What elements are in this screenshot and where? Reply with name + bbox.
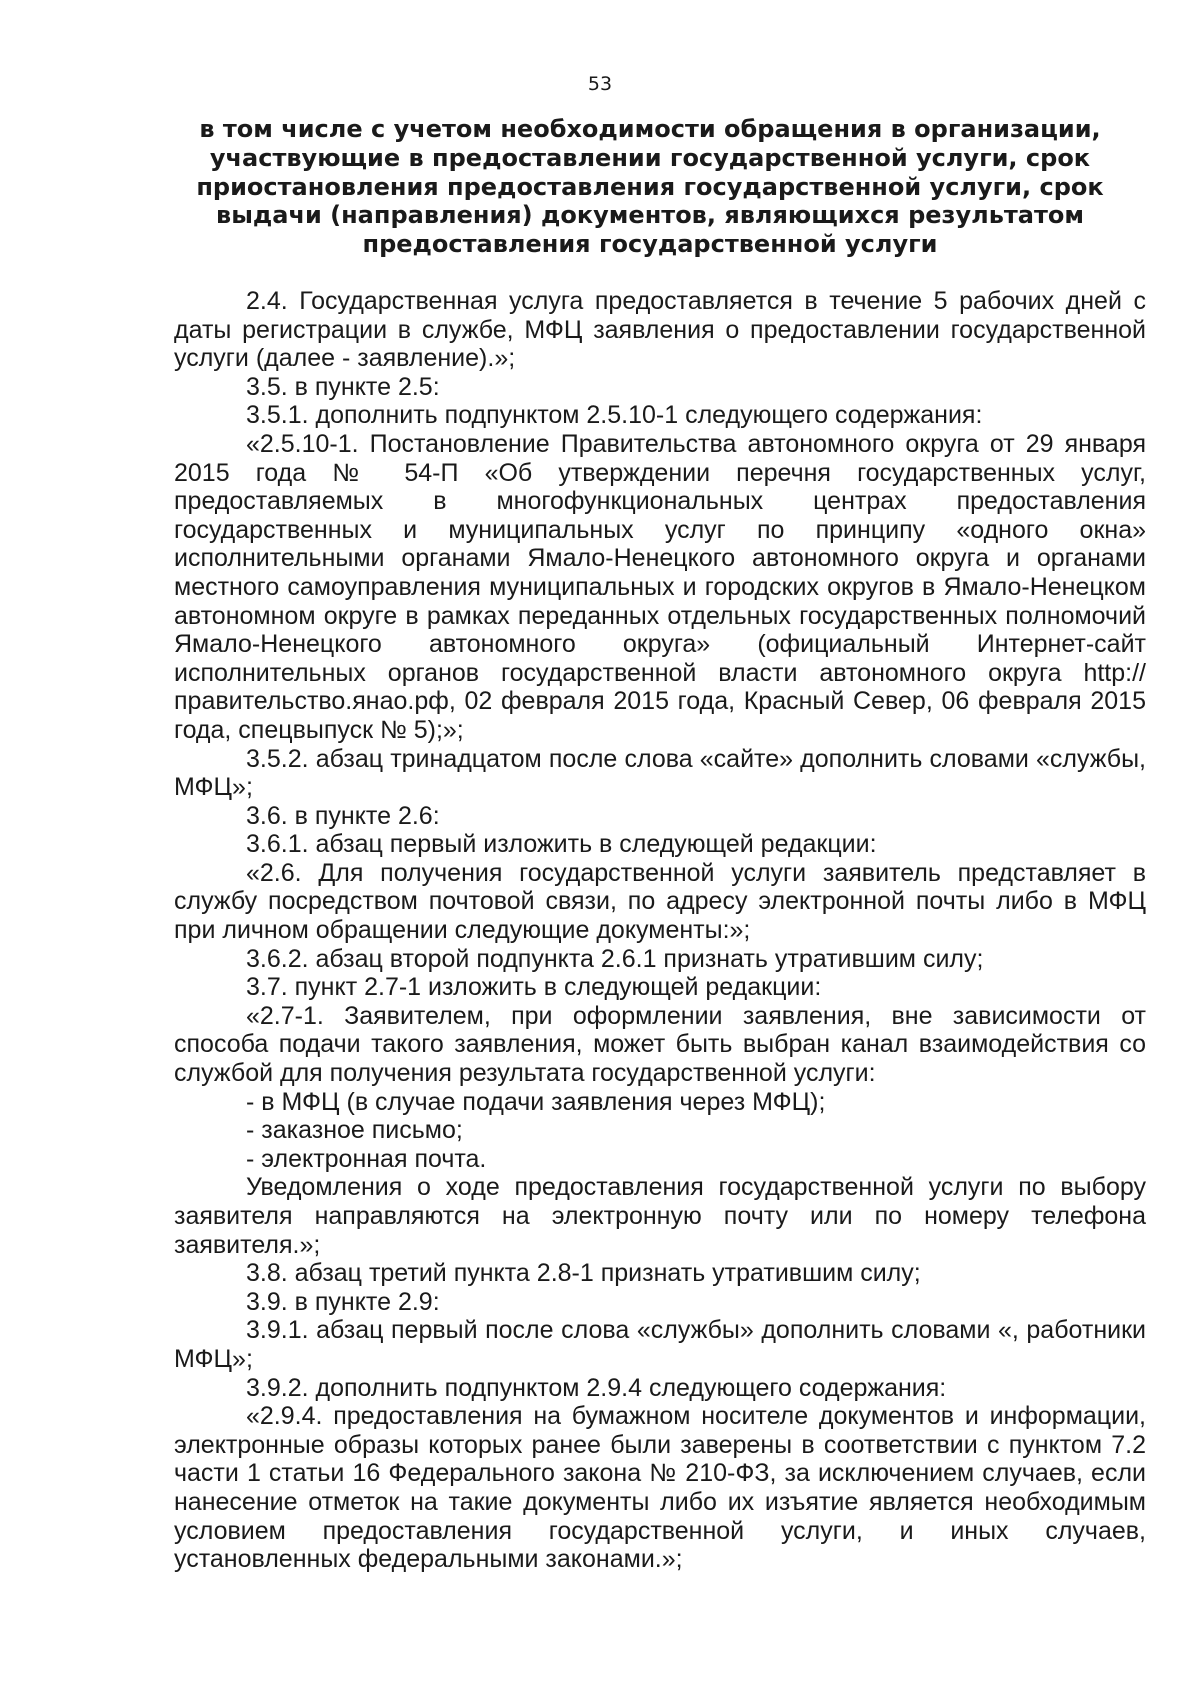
list-item-registered-mail: - заказное письмо; bbox=[246, 1116, 463, 1145]
document-body bbox=[174, 287, 1146, 1574]
list-item-mfc: - в МФЦ (в случае подачи заявления через МФЦ); bbox=[246, 1087, 826, 1116]
paragraph-3-9: 3.9. в пункте 2.9: bbox=[246, 1287, 440, 1316]
paragraph-3-6-1: 3.6.1. абзац первый изложить в следующей редакции: bbox=[246, 830, 877, 859]
paragraph-3-9-2: 3.9.2. дополнить подпунктом 2.9.4 следующего содержания: bbox=[246, 1373, 947, 1402]
list-item-email: - электронная почта. bbox=[246, 1144, 487, 1173]
paragraph-2-9-4: «2.9.4. предоставления на бумажном носителе документов и информации, электронные образы которых ранее были заверены в соответствии с пунктом 7.2 части 1 статьи 16 Федерального закона № 210-ФЗ, за исключением случаев, если нанесение отметок на такие документы либо их изъятие является необходимым условием предоставления государственной услуги, и иных случаев, установленных федеральными законами.»; bbox=[174, 1402, 1146, 1574]
paragraph-3-6-2: 3.6.2. абзац второй подпункта 2.6.1 признать утратившим силу; bbox=[246, 944, 984, 973]
paragraph-3-8: 3.8. абзац третий пункта 2.8-1 признать утратившим силу; bbox=[246, 1259, 921, 1288]
paragraph-2-7-1: «2.7-1. Заявителем, при оформлении заявления, вне зависимости от способа подачи такого заявления, может быть выбран канал взаимодействия со службой для получения результата государственной услуги: bbox=[174, 1001, 1146, 1088]
paragraph-notifications: Уведомления о ходе предоставления государственной услуги по выбору заявителя направляются на электронную почту или по номеру телефона заявителя.»; bbox=[174, 1173, 1146, 1259]
paragraph-3-9-1: 3.9.1. абзац первый после слова «службы» дополнить словами «, работники МФЦ»; bbox=[174, 1316, 1146, 1373]
paragraph-2-5-10-1: «2.5.10-1. Постановление Правительства автономного округа от 29 января 2015 года № 54-П «Об утверждении перечня государственных услуг, предоставляемых в многофункциональных центрах предоставления государственных и муниципальных услуг по принципу «одного окна» исполнительными органами Ямало-Ненецкого автономного округа и органами местного самоуправления муниципальных и городских округов в Ямало-Ненецком автономном округе в рамках переданных отдельных государственных полномочий Ямало-Ненецкого автономного округа» (официальный Интернет-сайт исполнительных органов государственной власти автономного округа http://правительство.янао.рф, 02 февраля 2015 года, Красный Север, 06 февраля 2015 года, спецвыпуск № 5);»; bbox=[174, 429, 1146, 744]
paragraph-2-4: 2.4. Государственная услуга предоставляется в течение 5 рабочих дней с даты регистрации в службе, МФЦ заявления о предоставлении государственной услуги (далее - заявление).»; bbox=[174, 287, 1146, 373]
page-number: 53 bbox=[587, 73, 613, 95]
paragraph-3-5-1: 3.5.1. дополнить подпунктом 2.5.10-1 следующего содержания: bbox=[246, 401, 983, 430]
paragraph-2-6: «2.6. Для получения государственной услуги заявитель представляет в службу посредством почтовой связи, по адресу электронной почты либо в МФЦ при личном обращении следующие документы:»; bbox=[174, 858, 1146, 945]
paragraph-3-5: 3.5. в пункте 2.5: bbox=[246, 372, 440, 401]
paragraph-3-7: 3.7. пункт 2.7-1 изложить в следующей редакции: bbox=[246, 973, 822, 1002]
section-heading: в том числе с учетом необходимости обращения в организации, участвующие в предоставлении государственной услуги, срок приостановления предоставления государственной услуги, срок выдачи (направления) документов, являющихся результатом предоставления государственной услуги bbox=[196, 115, 1104, 259]
paragraph-3-5-2: 3.5.2. абзац тринадцатом после слова «сайте» дополнить словами «службы, МФЦ»; bbox=[174, 744, 1146, 802]
paragraph-3-6: 3.6. в пункте 2.6: bbox=[246, 801, 440, 830]
